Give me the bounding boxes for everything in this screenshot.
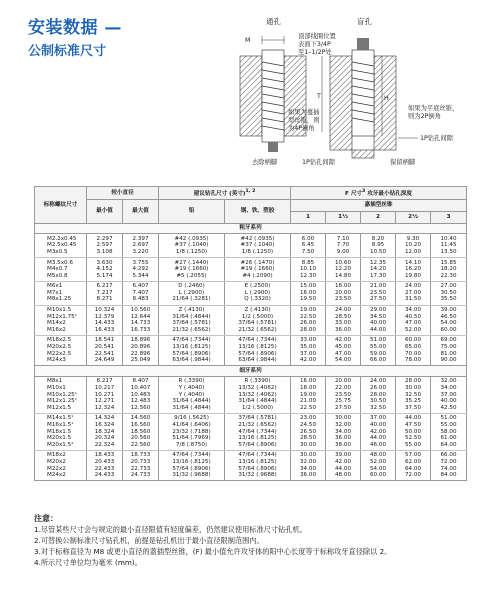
notes-title: 注意： bbox=[34, 514, 58, 523]
note-item: 1.尽管某些尺寸会与规定的最小直径限值有轻度偏差，仍然建议使用标准尺寸钻孔机。 bbox=[34, 525, 307, 534]
cell-s2: 7.10 7.70 9.00 bbox=[326, 234, 361, 258]
cell-al: #27 (.1440) #19 (.1660) #5 (.2055) bbox=[159, 258, 225, 282]
t-dimension-label: T bbox=[317, 93, 321, 100]
cell-min: 18.541 20.541 22.541 24.649 bbox=[87, 335, 123, 365]
note-remove-tang: 去除柄脚 bbox=[252, 159, 278, 166]
cell-steel: #42 (.0935) #37 (.1040) 1/8 (.1250) bbox=[225, 234, 291, 258]
section-coarse-row bbox=[35, 223, 467, 234]
cell-s2: 10.60 12.20 14.80 bbox=[326, 258, 361, 282]
cell-s1: 16.00 18.00 19.00 21.00 22.50 bbox=[291, 376, 326, 413]
header-series-2-5: 2½ bbox=[396, 212, 431, 224]
cell-s1: 23.00 24.50 26.50 28.50 30.00 bbox=[291, 413, 326, 450]
cell-s5: 27.00 30.50 35.50 bbox=[431, 281, 467, 305]
cell-al: 47/64 (.7344) 13/16 (.8125) 57/64 (.8906) 31/32 (.9688) bbox=[159, 450, 225, 480]
m-dimension-label: M bbox=[245, 37, 251, 44]
cell-steel: R (.3390) 13/32 (.4062) 13/32 (.4062) 31/64 (.4844) 1/2 (.5000) bbox=[225, 376, 291, 413]
note-flat-tap: 如果为平底丝锥， 则为2P倒角 bbox=[408, 105, 459, 120]
cell-s5: 66.00 72.00 74.00 84.00 bbox=[431, 450, 467, 480]
cell-max: 18.896 20.896 22.896 25.049 bbox=[123, 335, 159, 365]
header-size: 标称螺纹尺寸 bbox=[35, 187, 87, 224]
table-row bbox=[35, 258, 467, 282]
header-f-size: F 尺寸$^3$ 攻牙最小钻孔深度 bbox=[291, 187, 467, 200]
cell-s2: 24.00 28.50 33.00 36.00 bbox=[326, 305, 361, 335]
note-1p-gap: 1P钻孔间隙 bbox=[420, 135, 453, 142]
table-row bbox=[35, 305, 467, 335]
cell-s4: 9.30 10.20 12.00 bbox=[396, 234, 431, 258]
cell-min: 8.217 10.217 10.271 12.271 12.324 bbox=[87, 376, 123, 413]
cell-max: 8.407 10.407 10.483 12.483 12.560 bbox=[123, 376, 159, 413]
cell-max: 14.560 16.560 18.560 20.560 22.560 bbox=[123, 413, 159, 450]
cell-s4: 44.00 47.50 50.00 52.50 55.00 bbox=[396, 413, 431, 450]
note-item: 4.所示尺寸单位均为毫米 (mm)。 bbox=[34, 558, 142, 567]
cell-s5: 32.00 34.00 37.00 40.00 42.50 bbox=[431, 376, 467, 413]
cell-s2: 20.00 22.00 23.50 25.75 27.50 bbox=[326, 376, 361, 413]
cell-s5: 69.00 75.00 81.00 90.00 bbox=[431, 335, 467, 365]
cell-s3: 24.00 26.00 28.00 30.50 32.50 bbox=[361, 376, 396, 413]
cell-steel: 47/64 (.7344) 13/16 (.8125) 57/64 (.8906) 31/32 (.9688) bbox=[225, 450, 291, 480]
cell-min: 2.297 2.597 3.108 bbox=[87, 234, 123, 258]
cell-min: 14.324 16.324 18.324 20.324 22.324 bbox=[87, 413, 123, 450]
cell-s1: 6.00 6.45 7.50 bbox=[291, 234, 326, 258]
h-dimension-label: H bbox=[384, 95, 389, 102]
note-countersink: 如果为蔓插 型丝锥，则 为4P倒角 bbox=[288, 109, 320, 132]
section-coarse-label: 粗牙系列 bbox=[35, 223, 467, 234]
cell-al: #42 (.0935) #37 (.1040) 1/8 (.1250) bbox=[159, 234, 225, 258]
page-title: 安装数据 — bbox=[28, 18, 122, 38]
header-max: 最大值 bbox=[123, 200, 159, 223]
note-countersink-top: 顶部线圈位置 表面下3/4P 至1–1/2P处 bbox=[298, 33, 336, 56]
table-row bbox=[35, 234, 467, 258]
cell-s3: 51.00 55.00 59.00 66.00 bbox=[361, 335, 396, 365]
section-fine-row bbox=[35, 366, 467, 377]
cell-steel: 37/64 (.5781) 21/32 (.6562) 47/64 (.7344) 13/16 (.8125) 57/64 (.8906) bbox=[225, 413, 291, 450]
header-drill-size: 建议钻孔尺寸 (英寸)$^{1, 2}$ bbox=[159, 187, 291, 200]
table-row bbox=[35, 281, 467, 305]
cell-max: 6.407 7.407 8.483 bbox=[123, 281, 159, 305]
page-subtitle: 公制标准尺寸 bbox=[28, 44, 107, 59]
cell-al: D (.2460) L (.2900) 21/64 (.3281) bbox=[159, 281, 225, 305]
cell-s4: 34.00 40.50 47.00 52.00 bbox=[396, 305, 431, 335]
header-series-2: 2 bbox=[361, 212, 396, 224]
cell-s5: 10.40 11.45 13.50 bbox=[431, 234, 467, 258]
header-series-1: 1 bbox=[291, 212, 326, 224]
cell-s3: 37.00 40.00 42.00 44.00 46.00 bbox=[361, 413, 396, 450]
cell-max: 3.755 4.292 5.344 bbox=[123, 258, 159, 282]
cell-size: M14x1.5¹ M16x1.5¹ M18x1.5 M20x1.5 M20x1.5¹ bbox=[35, 413, 87, 450]
note-item: 2.可替换公制标准尺寸钻孔机，前提是钻孔机出于最小直径限制范围内。 bbox=[34, 536, 264, 545]
cell-min: 3.630 4.152 5.174 bbox=[87, 258, 123, 282]
cell-s3: 48.00 52.00 54.00 60.00 bbox=[361, 450, 396, 480]
note-1p-drill: 1P钻孔间隙 bbox=[302, 159, 335, 166]
cell-size: M10x1.5 M12x1.75¹ M14x2 M16x2 bbox=[35, 305, 87, 335]
header-aluminum: 铝 bbox=[159, 200, 225, 223]
header-series: 嘉插型丝锥 bbox=[291, 200, 467, 212]
cell-s1: 19.00 22.50 26.00 28.00 bbox=[291, 305, 326, 335]
header-series-1-5: 1½ bbox=[326, 212, 361, 224]
header-steel: 钢、铁、塑胶 bbox=[225, 200, 291, 223]
cell-s1: 8.85 10.10 12.30 bbox=[291, 258, 326, 282]
table-row bbox=[35, 376, 467, 413]
section-fine-label: 细牙系列 bbox=[35, 366, 467, 377]
cell-s3: 21.00 23.50 27.50 bbox=[361, 281, 396, 305]
cell-s2: 30.00 32.00 34.00 36.00 38.00 bbox=[326, 413, 361, 450]
cell-al: Z (.4130) 31/64 (.4844) 37/64 (.5781) 21/32 (.6562) bbox=[159, 305, 225, 335]
cell-al: R (.3390) Y (.4040) Y (.4040) 31/64 (.4844) 31/64 (.4844) bbox=[159, 376, 225, 413]
cell-s4: 60.00 65.00 70.00 78.00 bbox=[396, 335, 431, 365]
table-row bbox=[35, 335, 467, 365]
table-row bbox=[35, 413, 467, 450]
installation-diagram bbox=[222, 12, 492, 177]
cell-min: 10.324 12.379 14.433 16.433 bbox=[87, 305, 123, 335]
cell-s3: 29.00 34.50 40.00 44.00 bbox=[361, 305, 396, 335]
cell-s4: 24.00 27.00 31.50 bbox=[396, 281, 431, 305]
cell-s4: 57.00 62.00 64.00 72.00 bbox=[396, 450, 431, 480]
cell-s4: 28.00 30.00 32.50 35.25 37.50 bbox=[396, 376, 431, 413]
note-keep-tang: 保留柄脚 bbox=[390, 159, 416, 166]
cell-s2: 39.00 42.00 44.00 48.00 bbox=[326, 450, 361, 480]
cell-s3: 8.20 8.95 10.50 bbox=[361, 234, 396, 258]
cell-al: 47/64 (.7344) 13/16 (.8125) 57/64 (.8906) 63/64 (.9844) bbox=[159, 335, 225, 365]
cell-max: 10.560 12.644 14.733 16.733 bbox=[123, 305, 159, 335]
cell-size: M6x1 M7x1 M8x1.25 bbox=[35, 281, 87, 305]
cell-steel: #26 (.1470) #19 (.1660) #4 (.2090) bbox=[225, 258, 291, 282]
cell-s5: 15.85 18.20 22.30 bbox=[431, 258, 467, 282]
table-row bbox=[35, 450, 467, 480]
cell-s1: 15.00 16.00 19.50 bbox=[291, 281, 326, 305]
cell-steel: E (.2500) L (.2900) Q (.3320) bbox=[225, 281, 291, 305]
cell-s2: 42.00 45.00 47.00 54.00 bbox=[326, 335, 361, 365]
cell-s5: 51.00 55.00 58.00 61.00 64.00 bbox=[431, 413, 467, 450]
cell-s5: 39.00 46.50 54.00 60.00 bbox=[431, 305, 467, 335]
cell-min: 18.433 20.433 22.433 24.433 bbox=[87, 450, 123, 480]
header-min: 最小值 bbox=[87, 200, 123, 223]
install-data-table bbox=[34, 186, 466, 481]
through-hole-label: 通孔 bbox=[266, 17, 281, 26]
cell-steel: 47/64 (.7344) 13/16 (.8125) 57/64 (.8906) 63/64 (.9844) bbox=[225, 335, 291, 365]
cell-size: M18x2.5 M20x2.5 M22x2.5 M24x3 bbox=[35, 335, 87, 365]
cell-max: 18.733 20.733 22.733 24.733 bbox=[123, 450, 159, 480]
cell-s4: 14.10 16.20 19.80 bbox=[396, 258, 431, 282]
header-minor-diameter: 较小直径 bbox=[87, 187, 159, 200]
blind-hole-label: 盲孔 bbox=[357, 17, 372, 26]
header-series-3: 3 bbox=[431, 212, 467, 224]
notes-section bbox=[34, 513, 474, 568]
cell-s1: 30.00 32.00 34.00 36.00 bbox=[291, 450, 326, 480]
cell-s3: 12.35 14.20 17.30 bbox=[361, 258, 396, 282]
cell-al: 9/16 (.5625) 41/64 (.6406) 23/32 (.7188) 51/64 (.7969) 7/8 (.8750) bbox=[159, 413, 225, 450]
cell-size: M18x2 M20x2 M22x2 M24x2 bbox=[35, 450, 87, 480]
cell-s1: 33.00 35.00 37.00 42.00 bbox=[291, 335, 326, 365]
through-hole-figure bbox=[240, 36, 306, 152]
cell-steel: Z (.4130) 1/2 (.5000) 37/64 (.5781) 21/32 (.6562) bbox=[225, 305, 291, 335]
cell-s2: 18.00 20.00 23.50 bbox=[326, 281, 361, 305]
blind-hole-figure bbox=[316, 38, 396, 158]
cell-size: M2.2x0.45 M2.5x0.45 M3x0.5 bbox=[35, 234, 87, 258]
cell-max: 2.397 2.697 3.220 bbox=[123, 234, 159, 258]
cell-size: M8x1 M10x1 M10x1.25¹ M12x1.25¹ M12x1.5 bbox=[35, 376, 87, 413]
cell-min: 6.217 7.217 8.271 bbox=[87, 281, 123, 305]
title-block bbox=[28, 18, 122, 61]
note-item: 3.对于标称直径为 M8 或更小直径的蓋插型丝锥，(F) 最小值允许攻牙体的阳中心长度等于标称攻牙直径除以 2。 bbox=[34, 547, 392, 556]
cell-size: M3.5x0.6 M4x0.7 M5x0.8 bbox=[35, 258, 87, 282]
